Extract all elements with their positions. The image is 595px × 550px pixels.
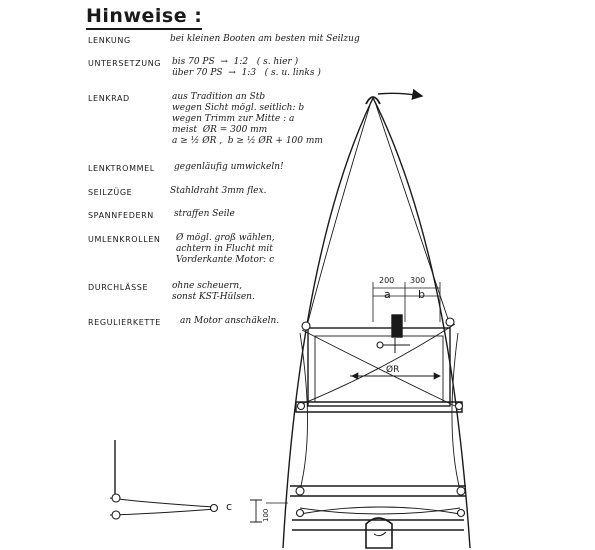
note-label: DURCHLÄSSE — [88, 283, 149, 292]
pulley-icon — [457, 487, 465, 495]
note-text: gegenläufig umwickeln! — [174, 162, 284, 172]
cable-line — [308, 105, 370, 322]
pulley-icon — [446, 318, 454, 326]
dim-a-value: 200 — [379, 276, 395, 285]
wheel-spoke — [380, 338, 410, 353]
pulley-icon — [302, 322, 310, 330]
pulley-icon — [211, 505, 218, 512]
note-label: UNTERSETZUNG — [88, 59, 162, 68]
thwart — [296, 402, 462, 412]
dim-b-value: 300 — [410, 276, 426, 285]
dim-label-a: a — [384, 288, 391, 301]
note-text: an Motor anschäkeln. — [180, 316, 280, 326]
steering-drum — [392, 315, 402, 337]
stern-transom — [290, 486, 466, 530]
bow-arrow-icon — [378, 93, 422, 96]
mini-tiller-arm — [110, 498, 215, 515]
note-label: LENKRAD — [88, 94, 130, 103]
note-text: straffen Seile — [174, 209, 235, 219]
pulley-icon — [456, 403, 463, 410]
note-text: ohne scheuern, sonst KST-Hülsen. — [172, 281, 255, 302]
c-dim-value: 100 — [262, 508, 270, 522]
note-label: SEILZÜGE — [88, 188, 133, 197]
tiller-cable — [300, 507, 460, 514]
note-label: LENKTROMMEL — [88, 164, 155, 173]
pulley-icon — [377, 342, 383, 348]
note-text: Ø mögl. groß wählen, achtern in Flucht mit Vorderkante Motor: c — [176, 233, 275, 265]
pulley-icon — [458, 510, 465, 517]
dim-label-b: b — [418, 288, 425, 301]
c-dim-line — [250, 500, 262, 522]
note-label: REGULIERKETTE — [88, 318, 161, 327]
note-text: bis 70 PS → 1:2 ( s. hier ) über 70 PS → 1:3 ( s. u. links ) — [172, 57, 321, 78]
note-text: Stahldraht 3mm flex. — [170, 186, 267, 196]
tiller-cable — [300, 508, 460, 514]
note-text: bei kleinen Booten am besten mit Seilzug — [170, 34, 360, 44]
pulley-icon — [297, 510, 304, 517]
pulley-icon — [296, 487, 304, 495]
outboard-motor — [366, 518, 392, 548]
hull-outline — [373, 98, 470, 548]
note-label: UMLENKROLLEN — [88, 235, 161, 244]
page-title: Hinweise : — [86, 5, 202, 30]
dim-label-c: c — [226, 500, 233, 513]
pulley-icon — [112, 494, 120, 502]
note-label: LENKUNG — [88, 36, 131, 45]
console-frame — [308, 328, 450, 406]
note-label: SPANNFEDERN — [88, 211, 154, 220]
pulley-icon — [112, 511, 120, 519]
pulley-icon — [298, 403, 305, 410]
note-text: aus Tradition an Stb wegen Sicht mögl. seitlich: b wegen Trimm zur Mitte : a meist ØR = 300 mm a ≥ ½ ØR , b ≥ ½ ØR + 100 mm — [172, 92, 323, 146]
diameter-label: ØR — [386, 365, 400, 375]
hull-outline — [283, 98, 373, 548]
motor-mark — [374, 532, 386, 536]
